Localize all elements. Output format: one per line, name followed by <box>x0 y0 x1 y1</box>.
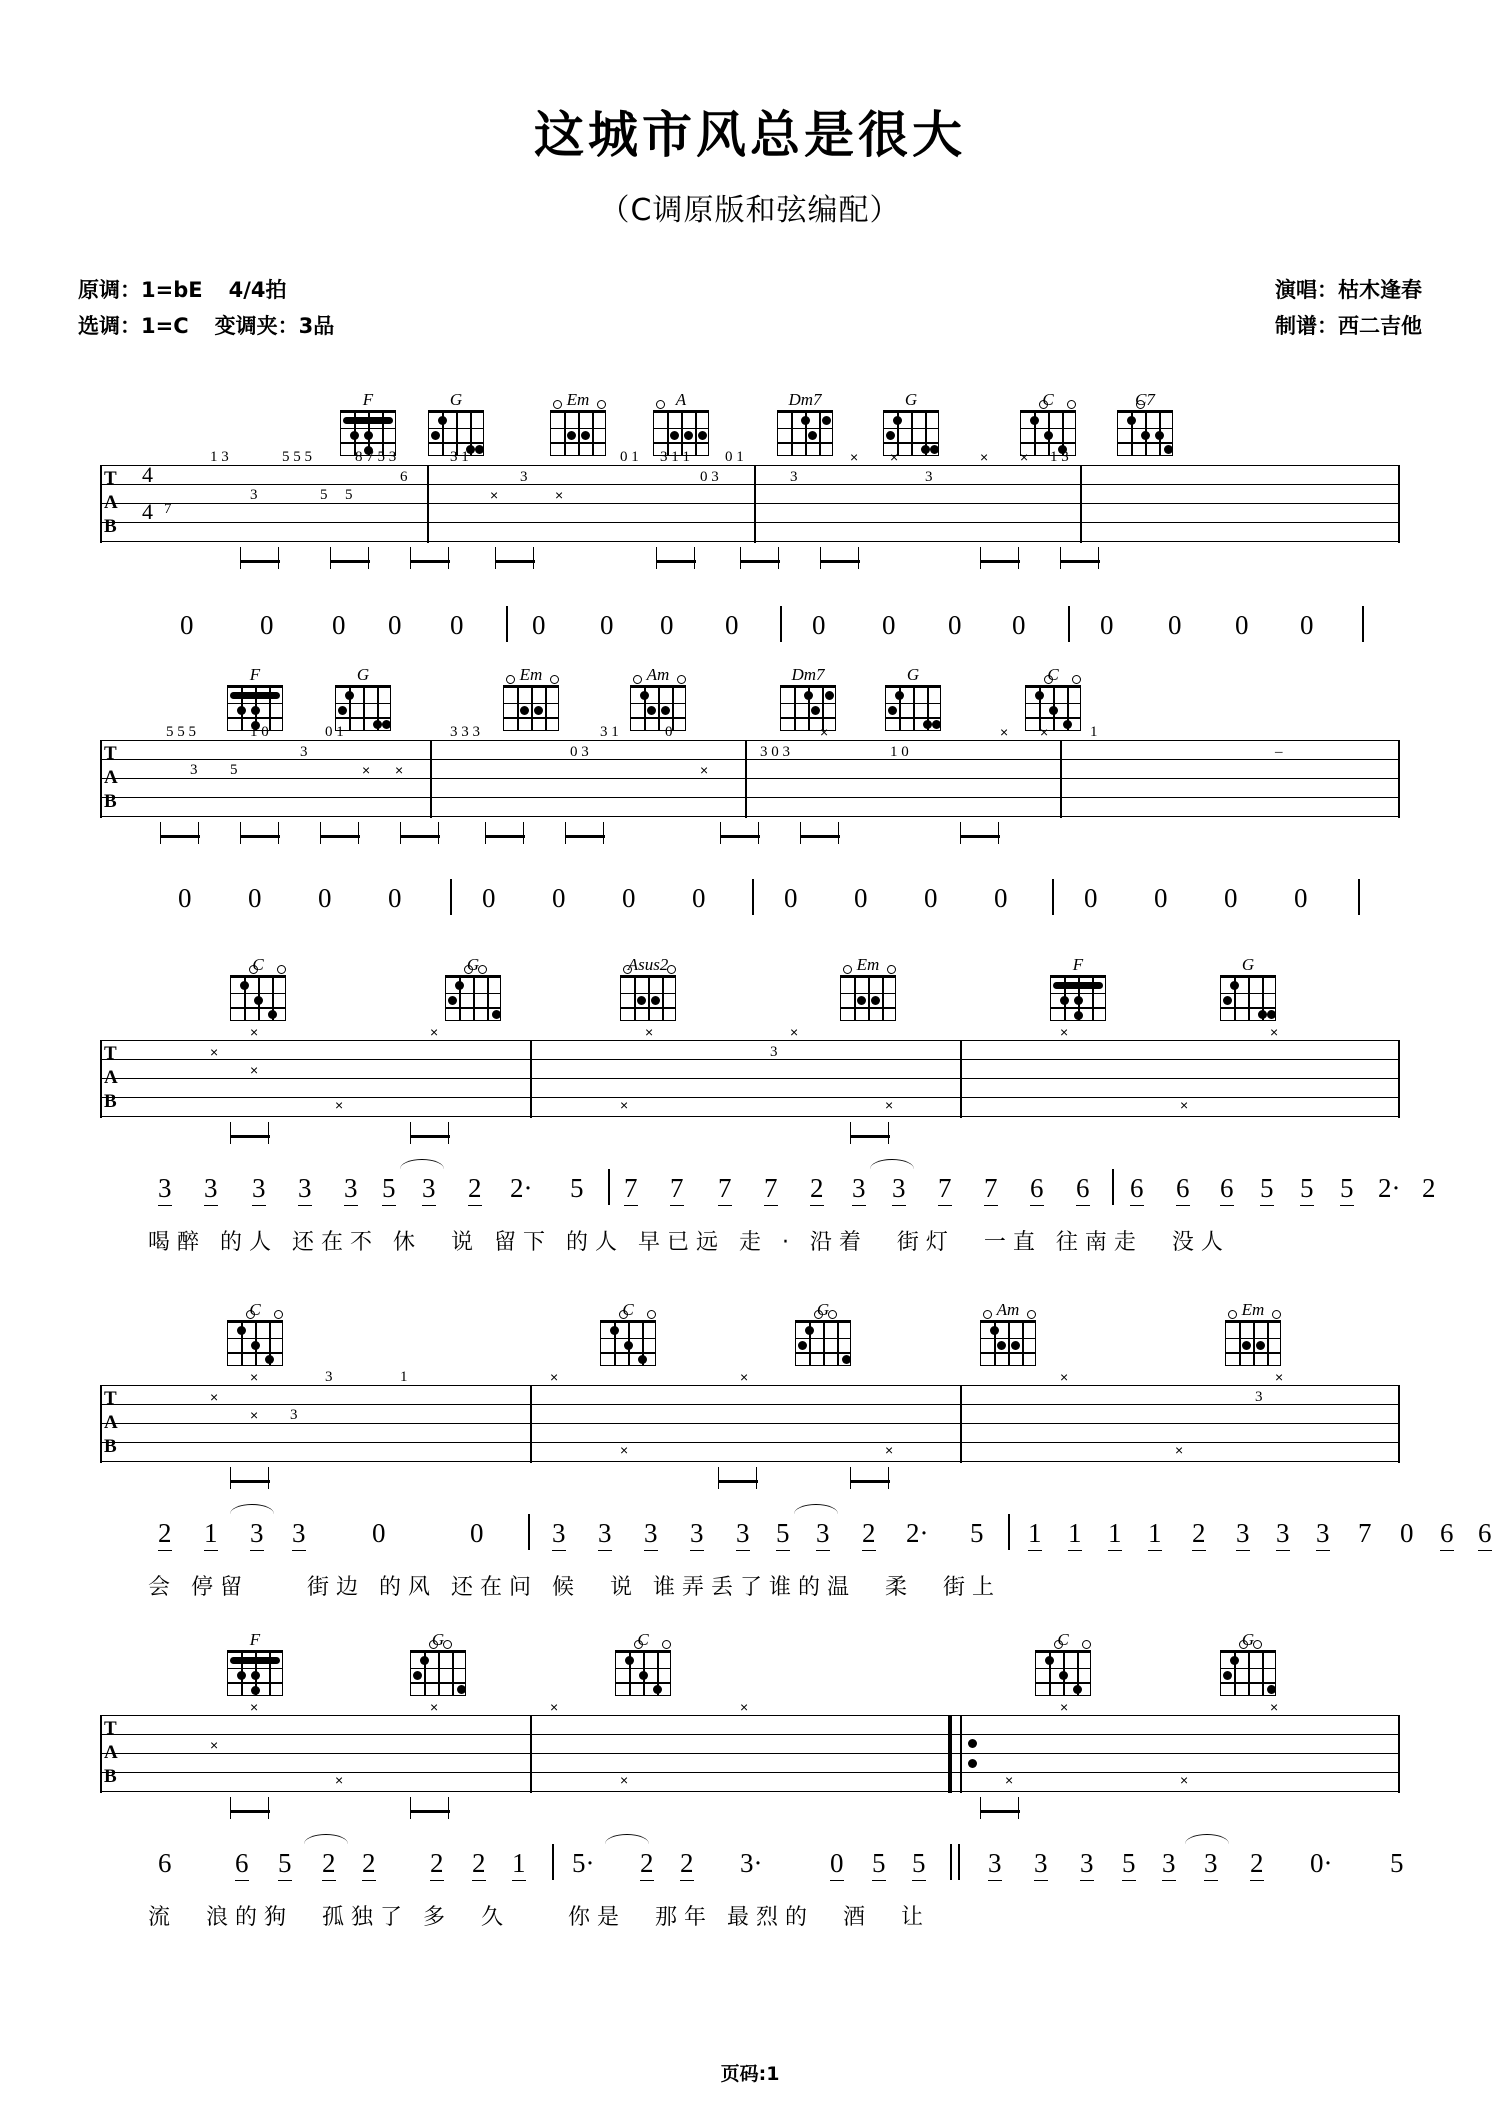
melody-note: 2· <box>906 1518 929 1548</box>
chord-grid <box>227 1320 283 1366</box>
melody-note: 3 <box>298 1173 312 1206</box>
melody-note: 5 <box>970 1518 984 1548</box>
capo-label: 变调夹： <box>214 314 299 338</box>
melody-note: 3 <box>1034 1848 1048 1881</box>
melody-note: 3 <box>1162 1848 1176 1881</box>
rhythm-number: 0 <box>388 883 402 913</box>
tab-clef: T A B <box>104 743 118 812</box>
system-5 <box>0 1620 1500 1930</box>
melody-note: 2 <box>468 1173 482 1206</box>
lyrics-line: 喝醉 的人 还在不 休 说 留下 的人 早已远 走 · 沿着 街灯 一直 往南走 没人 <box>148 1230 1230 1255</box>
chord-diagram <box>1045 955 1111 1021</box>
melody-note: 3 <box>422 1173 436 1206</box>
chord-name: C <box>622 1300 634 1319</box>
melody-note: 5 <box>912 1848 926 1881</box>
melody-note: 7 <box>764 1173 778 1206</box>
chord-grid <box>885 685 941 731</box>
rhythm-number: 0 <box>854 883 868 913</box>
original-key-value: 1=bE <box>141 278 203 302</box>
melody-note: 3 <box>816 1518 830 1551</box>
page-footer <box>0 2059 1500 2086</box>
melody-note: 2 <box>362 1848 376 1881</box>
rhythm-number: 0 <box>1100 610 1114 640</box>
chord-grid <box>1025 685 1081 731</box>
chord-name: G <box>1241 1630 1255 1649</box>
rhythm-number: 0 <box>725 610 739 640</box>
melody-note: 5· <box>572 1848 595 1878</box>
system-3 <box>0 945 1500 1255</box>
melody-note: 3 <box>1080 1848 1094 1881</box>
lyrics-line: 会 停留 街边 的风 还在问 候 说 谁弄丢了谁的温 柔 街上 <box>148 1575 1001 1600</box>
melody-note: 6 <box>1440 1518 1454 1551</box>
rhythm-number: 0 <box>1224 883 1238 913</box>
rhythm-number: 0 <box>812 610 826 640</box>
melody-note: 3 <box>892 1173 906 1206</box>
chord-diagram <box>1112 390 1178 456</box>
singer-value: 枯木逢春 <box>1338 278 1422 302</box>
tab-staff: T A B × 3 1 × × 3 × × × × × 3 × × <box>100 1385 1400 1463</box>
melody-note: 5 <box>1300 1173 1314 1206</box>
chord-grid <box>550 410 606 456</box>
chord-grid <box>1225 1320 1281 1366</box>
melody-note: 1 <box>1148 1518 1162 1551</box>
melody-note: 7 <box>624 1173 638 1206</box>
chord-name: C <box>637 1630 649 1649</box>
tab-clef: T A B <box>104 468 118 537</box>
melody-note: 0 <box>1400 1518 1414 1548</box>
chord-name: F <box>249 1630 261 1649</box>
rhythm-number: 0 <box>260 610 274 640</box>
melody-note: 6 <box>1030 1173 1044 1206</box>
melody-note: 2 <box>640 1848 654 1881</box>
melody-note: 5 <box>1340 1173 1354 1206</box>
chord-diagram <box>615 955 681 1021</box>
page-number: 1 <box>766 2063 780 2085</box>
time-signature: 4/4拍 <box>228 278 287 302</box>
melody-note: 5 <box>1390 1848 1404 1878</box>
chord-diagram <box>222 665 288 731</box>
melody-note: 2 <box>810 1173 824 1206</box>
melody-note: 2 <box>1422 1173 1436 1203</box>
chord-name: Am <box>646 665 670 684</box>
melody-note: 3 <box>552 1518 566 1551</box>
chord-diagram <box>775 665 841 731</box>
chord-grid <box>410 1650 466 1696</box>
melody-note: 5 <box>872 1848 886 1881</box>
melody-note: 3 <box>252 1173 266 1206</box>
system-1 <box>0 380 1500 650</box>
melody-note: 3 <box>292 1518 306 1551</box>
melody-note: 3 <box>852 1173 866 1206</box>
melody-note: 3 <box>690 1518 704 1551</box>
rhythm-number: 0 <box>1084 883 1098 913</box>
chord-grid <box>503 685 559 731</box>
rhythm-number: 0 <box>332 610 346 640</box>
chord-diagram <box>545 390 611 456</box>
selected-key-label: 选调： <box>78 314 141 338</box>
rhythm-number: 0 <box>660 610 674 640</box>
melody-note: 7 <box>984 1173 998 1206</box>
melody-note: 3· <box>740 1848 763 1878</box>
melody-note: 2 <box>430 1848 444 1881</box>
chord-name: G <box>1241 955 1255 974</box>
capo-value: 3品 <box>298 314 335 338</box>
rhythm-number: 0 <box>482 883 496 913</box>
rhythm-number: 0 <box>1168 610 1182 640</box>
tab-staff: T A B 4 4 7 1 3 5 5 5 3 5 8 7 5 3 5 6 3 1 3 × × 0 1 3 1 1 0 1 0 3 3 × × 3 × × 1 3 <box>100 465 1400 543</box>
melody-note: 3 <box>1316 1518 1330 1551</box>
melody-note: 3 <box>250 1518 264 1551</box>
chord-diagram <box>222 1630 288 1696</box>
melody-note: 0 <box>830 1848 844 1881</box>
chord-name: G <box>904 390 918 409</box>
rhythm-number: 0 <box>784 883 798 913</box>
chord-name: F <box>249 665 261 684</box>
rhythm-number: 0 <box>924 883 938 913</box>
chord-grid <box>840 975 896 1021</box>
chord-diagram <box>1215 955 1281 1021</box>
melody-note: 3 <box>644 1518 658 1551</box>
melody-note: 2 <box>1192 1518 1206 1551</box>
rhythm-number: 0 <box>882 610 896 640</box>
melody-note: 2 <box>322 1848 336 1881</box>
rhythm-number: 0 <box>1154 883 1168 913</box>
melody-note: 1 <box>1108 1518 1122 1551</box>
melody-note: 2 <box>862 1518 876 1551</box>
rhythm-number: 0 <box>622 883 636 913</box>
chord-name: Em <box>566 390 590 409</box>
melody-note: 3 <box>1236 1518 1250 1551</box>
chord-diagram <box>625 665 691 731</box>
chord-grid <box>1220 975 1276 1021</box>
melody-note: 6 <box>1130 1173 1144 1206</box>
chord-grid <box>1220 1650 1276 1696</box>
chord-name: C <box>252 955 264 974</box>
meta-left <box>78 272 334 344</box>
chord-grid <box>980 1320 1036 1366</box>
tab-clef: T A B <box>104 1043 118 1112</box>
chord-name: C <box>1047 665 1059 684</box>
rhythm-number: 0 <box>318 883 332 913</box>
transcriber-label: 制谱： <box>1275 314 1338 338</box>
melody-note: 7 <box>1358 1518 1372 1548</box>
melody-note: 0 <box>470 1518 484 1548</box>
chord-grid <box>777 410 833 456</box>
chord-diagram <box>440 955 506 1021</box>
melody-note: 5 <box>570 1173 584 1203</box>
chord-diagram <box>1020 665 1086 731</box>
melody-note: 6 <box>1478 1518 1492 1551</box>
chord-grid <box>1050 975 1106 1021</box>
melody-note: 3 <box>598 1518 612 1551</box>
melody-note: 2 <box>472 1848 486 1881</box>
chord-name: F <box>362 390 374 409</box>
chord-diagram <box>405 1630 471 1696</box>
melody-note: 6 <box>1076 1173 1090 1206</box>
chord-diagram <box>880 665 946 731</box>
singer-label: 演唱： <box>1275 278 1338 302</box>
melody-note: 6 <box>235 1848 249 1881</box>
rhythm-number: 0 <box>1294 883 1308 913</box>
rhythm-number: 0 <box>994 883 1008 913</box>
chord-name: G <box>906 665 920 684</box>
page-title: 这城市风总是很大 <box>534 106 966 164</box>
chord-grid <box>230 975 286 1021</box>
chord-diagram <box>835 955 901 1021</box>
melody-note: 3 <box>988 1848 1002 1881</box>
melody-note: 5 <box>1122 1848 1136 1881</box>
melody-note: 6 <box>1176 1173 1190 1206</box>
rhythm-number: 0 <box>692 883 706 913</box>
melody-note: 5 <box>382 1173 396 1206</box>
chord-diagram <box>610 1630 676 1696</box>
tab-staff: T A B × × × × × × × 3 × × × × × <box>100 1040 1400 1118</box>
melody-note: 1 <box>1028 1518 1042 1551</box>
chord-diagram <box>772 390 838 456</box>
tab-staff: T A B × × × × × × × × × × × <box>100 1715 1400 1793</box>
rhythm-number: 0 <box>248 883 262 913</box>
tab-staff: T A B 5 5 5 1 0 0 1 3 5 3 × × 3 3 3 3 1 0 0 3 × 3 0 3 1 0 × × × 1 – <box>100 740 1400 818</box>
chord-name: G <box>431 1630 445 1649</box>
chord-grid <box>620 975 676 1021</box>
rhythm-number: 0 <box>600 610 614 640</box>
chord-name: Em <box>1241 1300 1265 1319</box>
chord-diagram <box>595 1300 661 1366</box>
chord-diagram <box>1030 1630 1096 1696</box>
chord-grid <box>795 1320 851 1366</box>
chord-name: Em <box>519 665 543 684</box>
chord-name: G <box>449 390 463 409</box>
melody-note: 7 <box>670 1173 684 1206</box>
chord-name: Dm7 <box>791 665 825 684</box>
meta-right <box>1275 272 1422 344</box>
chord-name: G <box>356 665 370 684</box>
chord-diagram <box>225 955 291 1021</box>
rhythm-number: 0 <box>552 883 566 913</box>
chord-diagram <box>648 390 714 456</box>
transcriber-value: 西二吉他 <box>1338 314 1422 338</box>
chord-name: F <box>1072 955 1084 974</box>
chord-diagram <box>423 390 489 456</box>
melody-note: 2 <box>680 1848 694 1881</box>
system-2 <box>0 655 1500 925</box>
chord-diagram <box>1220 1300 1286 1366</box>
chord-diagram <box>222 1300 288 1366</box>
chord-name: Asus2 <box>627 955 669 974</box>
tab-clef: T A B <box>104 1718 118 1787</box>
melody-note: 1 <box>1068 1518 1082 1551</box>
original-key-label: 原调： <box>78 278 141 302</box>
chord-diagram <box>878 390 944 456</box>
melody-note: 3 <box>736 1518 750 1551</box>
chord-name: A <box>675 390 687 409</box>
melody-note: 2· <box>1378 1173 1401 1203</box>
rhythm-number: 0 <box>178 883 192 913</box>
lyrics-line: 流 浪的狗 孤独了 多 久 你是 那年 最烈的 酒 让 <box>148 1905 930 1930</box>
melody-note: 3 <box>344 1173 358 1206</box>
melody-note: 5 <box>776 1518 790 1551</box>
melody-note: 7 <box>938 1173 952 1206</box>
chord-grid <box>630 685 686 731</box>
melody-note: 3 <box>158 1173 172 1206</box>
melody-note: 3 <box>204 1173 218 1206</box>
selected-key-value: 1=C <box>141 314 189 338</box>
chord-name: Am <box>996 1300 1020 1319</box>
chord-diagram <box>1215 1630 1281 1696</box>
chord-diagram <box>498 665 564 731</box>
chord-grid <box>600 1320 656 1366</box>
chord-name: G <box>816 1300 830 1319</box>
melody-note: 5 <box>278 1848 292 1881</box>
chord-name: Dm7 <box>788 390 822 409</box>
rhythm-number: 0 <box>1235 610 1249 640</box>
chord-diagram <box>1015 390 1081 456</box>
chord-name: C <box>1042 390 1054 409</box>
tab-clef: T A B <box>104 1388 118 1457</box>
chord-name: C7 <box>1135 390 1155 409</box>
chord-name: G <box>466 955 480 974</box>
chord-diagram <box>330 665 396 731</box>
rhythm-number: 0 <box>388 610 402 640</box>
rhythm-number: 0 <box>1012 610 1026 640</box>
rhythm-number: 0 <box>948 610 962 640</box>
rhythm-number: 0 <box>450 610 464 640</box>
chord-name: C <box>1057 1630 1069 1649</box>
page-label: 页码: <box>720 2063 767 2085</box>
rhythm-number: 0 <box>532 610 546 640</box>
melody-note: 3 <box>1204 1848 1218 1881</box>
chord-grid <box>1035 1650 1091 1696</box>
rhythm-number: 0 <box>180 610 194 640</box>
rhythm-number: 0 <box>1300 610 1314 640</box>
chord-name: Em <box>856 955 880 974</box>
melody-note: 1 <box>204 1518 218 1551</box>
melody-note: 2· <box>510 1173 533 1203</box>
melody-note: 3 <box>1276 1518 1290 1551</box>
chord-grid <box>615 1650 671 1696</box>
melody-note: 1 <box>512 1848 526 1881</box>
system-4 <box>0 1290 1500 1600</box>
chord-grid <box>227 1650 283 1696</box>
melody-note: 6 <box>1220 1173 1234 1206</box>
melody-note: 2 <box>158 1518 172 1551</box>
chord-diagram <box>790 1300 856 1366</box>
chord-grid <box>445 975 501 1021</box>
melody-note: 0 <box>372 1518 386 1548</box>
melody-note: 0· <box>1310 1848 1333 1878</box>
melody-note: 5 <box>1260 1173 1274 1206</box>
chord-diagram <box>975 1300 1041 1366</box>
melody-note: 6 <box>158 1848 172 1878</box>
melody-note: 2 <box>1250 1848 1264 1881</box>
chord-diagram <box>335 390 401 456</box>
chord-name: C <box>249 1300 261 1319</box>
page-subtitle: （C调原版和弦编配） <box>599 193 901 228</box>
melody-note: 7 <box>718 1173 732 1206</box>
chord-grid <box>1117 410 1173 456</box>
